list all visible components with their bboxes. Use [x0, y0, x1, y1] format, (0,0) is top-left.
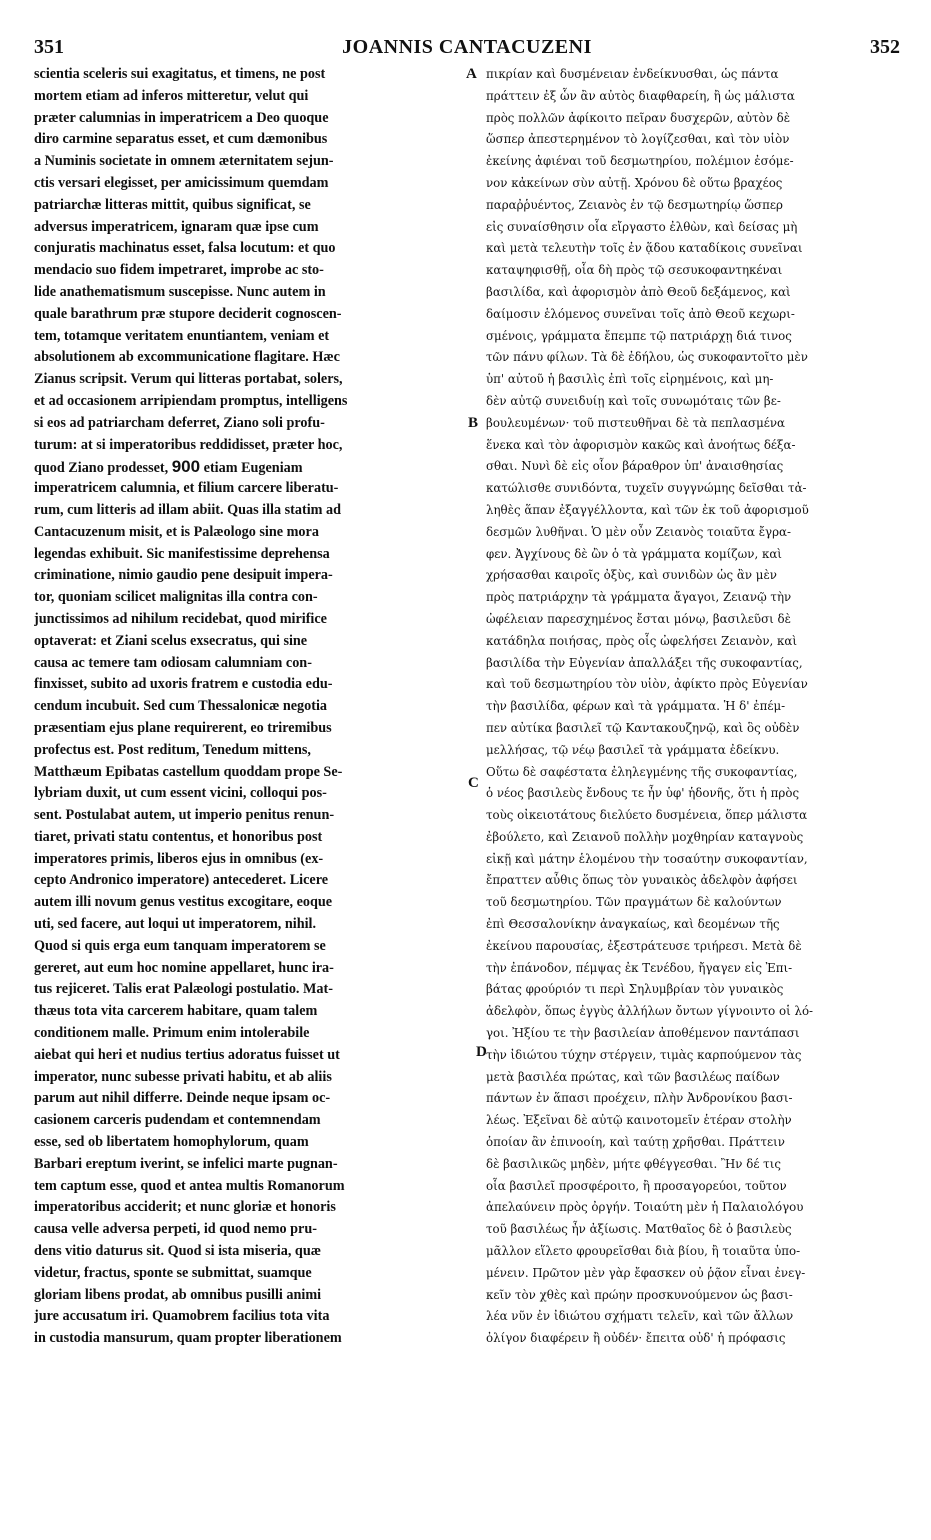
- latin-text-line: imperator, nunc subesse privati habitu, et ab aliis: [34, 1068, 332, 1085]
- latin-text-line: aiebat qui heri et nudius tertius adoratus fuisset ut: [34, 1046, 340, 1063]
- folio-number: 900: [171, 457, 201, 477]
- latin-text-line: causa velle adversa perpeti, id quod nemo pru-: [34, 1221, 317, 1238]
- greek-text-line: ὠφέλειαν παρεσχημένος ἔσται μόνῳ, βασιλεῦσι δὲ: [486, 611, 791, 626]
- latin-text-line: dens vitio daturus sit. Quod si ista miseria, quæ: [34, 1243, 321, 1260]
- greek-text-line: νον κἀκείνων σὺν αὐτῇ. Χρόνου δὲ οὕτω βραχέος: [486, 175, 783, 190]
- latin-text-line: imperatoribus acciderit; et nunc gloriæ et honoris: [34, 1199, 336, 1216]
- latin-text-line: conjuratis machinatus esset, falsa locutum: et quo: [34, 240, 336, 257]
- latin-text-line: parum aut nihil differre. Deinde neque ipsam oc-: [34, 1090, 331, 1107]
- latin-text-line: finxisset, subito ad uxoris fratrem e custodia edu-: [34, 676, 333, 693]
- greek-text-line: ἐκείνου παρουσίας, ἐξεστράτευσε τριήρεσι. Μετὰ δὲ: [486, 938, 802, 953]
- greek-text-line: ὁποίαν ἂν ἐπινοοίη, καὶ ταύτῃ χρῆσθαι. Πράττειν: [486, 1135, 785, 1150]
- greek-text-line: καταψηφισθῇ, οἷα δὴ πρὸς τῷ σεσυκοφαντηκέναι: [486, 263, 783, 278]
- greek-text-line: γοι. Ἠξίου τε τὴν βασιλείαν ἀποθέμενον παντάπασι: [486, 1026, 800, 1041]
- latin-text-line: imperatricem calumnia, et filium carcere liberatu-: [34, 480, 339, 497]
- greek-text-line: οἷα βασιλεῖ προσφέροιτο, ἢ προσαγορεύοι, τοῦτον: [486, 1178, 787, 1193]
- latin-text-line: cendum incubuit. Sed cum Thessalonicæ negotia: [34, 698, 327, 715]
- greek-text-line: ἀδελφὸν, ὅπως ἐγγὺς ἀλλήλων ὄντων γίγνοιντο οἱ λό-: [486, 1004, 814, 1019]
- latin-text-line: tem captum esse, quod et antea multis Romanorum: [34, 1177, 345, 1194]
- latin-text-line: Zianus scripsit. Verum qui litteras portabat, solers,: [34, 371, 343, 388]
- latin-text-line: esse, sed ob libertatem homophylorum, quam: [34, 1134, 309, 1151]
- latin-text-line: casionem carceris pudendam et contemnendam: [34, 1112, 321, 1129]
- greek-text-line: τοῦ βασιλέως ἦν ἀξίωσις. Ματθαῖος δὲ ὁ βασιλεὺς: [486, 1222, 792, 1237]
- latin-text-line: lide anathematismum suscepisse. Nunc autem in: [34, 283, 326, 300]
- greek-text-line: εἰς συναίσθησιν οἷα εἴργαστο ἐλθὼν, καὶ δείσας μὴ: [486, 219, 798, 234]
- greek-text-line: ἀπελαύνειν πρὸς ὀργήν. Τοιαύτη μὲν ἡ Παλαιολόγου: [486, 1200, 804, 1215]
- greek-text-line: τὴν ἐπάνοδον, πέμψας ἐκ Τενέδου, ἤγαγεν εἰς Ἐπι-: [486, 960, 793, 975]
- latin-text-line: rum, cum litteris ad illam abiit. Quas illa statim ad: [34, 501, 341, 518]
- greek-text-line: δὲ βασιλικῶς μηδὲν, μήτε φθέγγεσθαι. Ἢν δέ τις: [486, 1156, 781, 1171]
- greek-text-line: ἐβούλετο, καὶ Ζειανοῦ πολλὴν μοχθηρίαν καταγνοὺς: [486, 829, 804, 844]
- greek-text-line: τὴν βασιλίδα, φέρων καὶ τὰ γράμματα. Ἡ δ' ἐπέμ-: [486, 699, 786, 714]
- greek-text-line: ἕνεκα καὶ τὸν ἀφορισμὸν κακῶς καὶ ἀνοήτως δέξα-: [486, 437, 796, 452]
- greek-text-line: σμένοις, γράμματα ἔπεμπε τῷ πατριάρχῃ διά τινος: [486, 328, 792, 343]
- margin-marker-c: C: [468, 775, 479, 791]
- latin-text-line: gereret, aut eum hoc nomine appellaret, hunc ira-: [34, 959, 334, 976]
- latin-text-line: et ad occasionem arripiendam promptus, intelligens: [34, 392, 348, 409]
- greek-text-line: μελλήσας, τῷ νέῳ βασιλεῖ τὰ γράμματα ἐδείκνυ.: [486, 742, 780, 757]
- latin-text-line: jure accusatum iri. Quamobrem facilius tota vita: [34, 1308, 330, 1325]
- latin-text-line: autem illi novum genus vestitus excogitare, eoque: [34, 894, 333, 911]
- latin-text-line: junctissimos ad nihilum recidebat, quod mirifice: [34, 610, 327, 627]
- greek-text-line: εἰκῇ καὶ μάτην ἑλομένου τὴν τοσαύτην συκοφαντίαν,: [486, 851, 808, 866]
- latin-text-line: uti, sed facere, aut loqui ut imperatorem, nihil.: [34, 916, 317, 933]
- greek-text-line: τοὺς οἰκειοτάτους διελύετο δυσμένεια, ὅπερ μάλιστα: [486, 808, 808, 823]
- latin-text-line: criminatione, nimio gaudio pene desipuit impera-: [34, 567, 333, 584]
- latin-text-line: optaverat: et Ziani scelus exsecratus, qui sine: [34, 632, 308, 649]
- greek-text-line: μένειν. Πρῶτον μὲν γὰρ ἔφασκεν οὐ ῥᾷον εἶναι ἐνεγ-: [486, 1265, 806, 1280]
- latin-text-line: legendas exhibuit. Sic manifestissime deprehensa: [34, 545, 330, 562]
- latin-text-line: tus rejiceret. Talis erat Palæologi postulatio. Mat-: [34, 981, 333, 998]
- latin-text-line: thæus tota vita carcerem habitare, quam talem: [34, 1003, 318, 1020]
- greek-text-line: πρὸς πολλῶν ἀφίκοιτο πεῖραν δυσχερῶν, αὐτὸν δὲ: [486, 110, 791, 125]
- latin-text-line: præter calumnias in imperatricem a Deo quoque: [34, 109, 329, 126]
- greek-text-line: τὴν ἰδιώτου τύχην στέργειν, τιμὰς καρπούμενον τὰς: [486, 1047, 802, 1062]
- greek-text-line: δὲν αὐτῷ συνειδυίῃ καὶ τοῖς συνωμόταις τῶν βε-: [486, 393, 781, 408]
- latin-text-line: [34, 456, 464, 478]
- line-text: quod Ziano prodesset,: [34, 460, 172, 477]
- greek-text-line: λέα νῦν ἐν ἰδιώτου σχήματι τελεῖν, καὶ τῶν ἄλλων: [486, 1309, 794, 1324]
- greek-text-line: ὁ νέος βασιλεὺς ἔνδους τε ἦν ὑφ' ἡδονῆς, ὅτι ἡ πρὸς: [486, 786, 800, 801]
- greek-text-line: τῶν πάνυ φίλων. Τὰ δὲ ἐδήλου, ὡς συκοφαντοῖτο μὲν: [486, 350, 808, 365]
- latin-text-line: a Numinis societate in omnem æternitatem sejun-: [34, 153, 334, 170]
- greek-text-line: πάντων ἐν ἅπασι προέχειν, πλὴν Ἀνδρονίκου βασι-: [486, 1091, 793, 1106]
- greek-text-line: ἐπὶ Θεσσαλονίκην ἀναγκαίως, καὶ δεομένων τῆς: [486, 917, 780, 932]
- latin-text-line: tiaret, privati statu contentus, et honoribus post: [34, 828, 323, 845]
- greek-text-line: ὑπ' αὐτοῦ ἡ βασιλὶς ἐπὶ τοῖς εἰρημένοις, καὶ μη-: [486, 372, 774, 387]
- greek-text-line: βασιλίδα, καὶ ἀφορισμὸν ἀπὸ Θεοῦ δεξάμενος, καὶ: [486, 284, 791, 299]
- latin-text-line: cepto Andronico imperatore) antecederet. Licere: [34, 872, 329, 889]
- latin-text-line: Matthæum Epibatas castellum quoddam prope Se-: [34, 763, 343, 780]
- margin-marker-d: D: [476, 1044, 487, 1060]
- page-number-right: 352: [870, 36, 900, 58]
- line-text: etiam Eugeniam: [200, 460, 303, 477]
- greek-text-line: ἐκείνης ἀφιέναι τοῦ δεσμωτηρίου, πολέμιον ἐσόμε-: [486, 154, 794, 169]
- latin-text-line: quale barathrum præ stupore deciderit cognoscen-: [34, 305, 342, 322]
- latin-text-line: præsentiam ejus plane requirerent, eo triremibus: [34, 719, 332, 736]
- greek-text-line: ὥσπερ ἀπεστερημένον τὸ λογίζεσθαι, καὶ τὸν υἱὸν: [486, 132, 790, 147]
- greek-text-line: μετὰ βασιλέα πρώτας, καὶ τῶν βασιλέως παίδων: [486, 1069, 780, 1084]
- greek-text-line: τοῦ δεσμωτηρίου. Τῶν πραγμάτων δὲ καλούντων: [486, 895, 782, 910]
- latin-text-line: mendacio suo fidem impetraret, improbe ac sto-: [34, 262, 324, 279]
- greek-text-line: πρὸς πατριάρχην τὰ γράμματα ἄγαγοι, Ζειανῷ τὴν: [486, 590, 792, 605]
- greek-text-line: μᾶλλον εἵλετο φρουρεῖσθαι διὰ βίου, ἢ τοιαῦτα ὑπο-: [486, 1244, 801, 1259]
- margin-marker-b: B: [468, 415, 479, 431]
- greek-text-line: καὶ τοῦ δεσμωτηρίου τὸν υἱὸν, ἀφίκτο πρὸς Εὐγενίαν: [486, 677, 808, 692]
- latin-text-line: tem, totamque veritatem enuntiantem, veniam et: [34, 327, 330, 344]
- latin-text-line: tor, quoniam scilicet malignitas illa contra con-: [34, 589, 318, 606]
- greek-text-line: δαίμοσιν ἑλόμενος συνεῖναι τοῖς ἀπὸ Θεοῦ κεχωρι-: [486, 306, 795, 321]
- greek-text-line: χρήσασθαι καιροῖς ὀξὺς, καὶ συνιδὼν ὡς ἂν μὲν: [486, 568, 777, 583]
- latin-text-line: sent. Postulabat autem, ut imperio penitus renun-: [34, 807, 335, 824]
- latin-text-line: Quod si quis erga eum tanquam imperatorem se: [34, 937, 326, 954]
- greek-text-line: πράττειν ἐξ ὧν ἂν αὐτὸς διαφθαρείη, ἢ ὡς μάλιστα: [486, 88, 795, 103]
- running-title: JOANNIS CANTACUZENI: [342, 36, 592, 58]
- greek-text-line: κατώλισθε συνιδόντα, τυχεῖν συγγνώμης δεῖσθαι τἀ-: [486, 481, 807, 496]
- latin-text-line: turum: at si imperatoribus reddidisset, præter hoc,: [34, 436, 343, 453]
- greek-text-line: ληθὲς ἅπαν ἐξαγγέλλοντα, καὶ τῶν ἐκ τοῦ ἀφορισμοῦ: [486, 502, 809, 517]
- greek-text-line: ὀλίγον διαφέρειν ἢ οὐδέν· ἔπειτα οὐδ' ἡ πρόφασις: [486, 1331, 786, 1346]
- latin-text-line: videtur, fractus, sponte se submittat, suamque: [34, 1264, 312, 1281]
- latin-text-line: mortem etiam ad inferos mitteretur, velut qui: [34, 87, 309, 104]
- latin-text-line: Barbari ereptum iverint, se infelici marte pugnan-: [34, 1155, 338, 1172]
- greek-text-line: κεῖν τὸν χθὲς καὶ πρώην προσκυνούμενον ὡς βασι-: [486, 1287, 793, 1302]
- latin-text-line: conditionem malle. Primum enim intolerabile: [34, 1025, 310, 1042]
- latin-text-line: adversus imperatricem, ignaram quæ ipse cum: [34, 218, 319, 235]
- page-number-left: 351: [34, 36, 64, 58]
- latin-text-line: Cantacuzenum misit, et is Palæologo sine mora: [34, 523, 319, 540]
- greek-text-line: πικρίαν καὶ δυσμένειαν ἐνδείκνυσθαι, ὡς πάντα: [486, 67, 779, 81]
- greek-text-line: φεν. Ἀγχίνους δὲ ὢν ὁ τὰ γράμματα κομίζων, καὶ: [486, 546, 782, 561]
- greek-column: [486, 64, 904, 1350]
- greek-text-line: δεσμῶν λυθῆναι. Ὁ μὲν οὖν Ζειανὸς τοιαῦτα ἔγρα-: [486, 524, 791, 539]
- latin-text-line: si eos ad patriarcham deferret, Ziano soli profu-: [34, 414, 325, 431]
- margin-marker-a: A: [466, 66, 477, 82]
- latin-text-line: in custodia mansurum, quam propter liberationem: [34, 1330, 342, 1347]
- greek-text-line: καὶ μετὰ τελευτὴν τοῖς ἐν ᾅδου καταδίκοις συνεῖναι: [486, 241, 803, 256]
- latin-text-line: scientia sceleris sui exagitatus, et timens, ne post: [34, 66, 326, 82]
- greek-text-line: ἔπραττεν αὖθις ὅπως τὸν γυναικὸς ἀδελφὸν ἀφήσει: [486, 873, 798, 888]
- greek-text-line: βασιλίδα τὴν Εὐγενίαν ἀπαλλάξει τῆς συκοφαντίας,: [486, 655, 803, 670]
- latin-text-line: gloriam libens prodat, ab omnibus pusilli animi: [34, 1286, 322, 1303]
- page-header: [34, 36, 900, 60]
- greek-text-line: Οὕτω δὲ σαφέστατα ἐληλεγμένης τῆς συκοφαντίας,: [486, 764, 798, 779]
- latin-text-line: diro carmine separatus esset, et cum dæmonibus: [34, 131, 328, 148]
- latin-text-line: ctis versari elegisset, per amicissimum quemdam: [34, 174, 329, 191]
- latin-column: [34, 64, 464, 1350]
- greek-text-line: παραῤῥυέντος, Ζειανὸς ἐν τῷ δεσμωτηρίῳ ὥσπερ: [486, 197, 783, 212]
- latin-text-line: causa ac temere tam odiosam calumniam con-: [34, 654, 312, 671]
- latin-text-line: absolutionem ab excommunicatione flagitare. Hæc: [34, 349, 340, 366]
- latin-text-line: imperatores primis, liberos ejus in omnibus (ex-: [34, 850, 324, 867]
- latin-text-line: lybriam duxit, ut cum essent vicini, colloqui pos-: [34, 785, 327, 802]
- greek-text-line: βουλευμένων· τοῦ πιστευθῆναι δὲ τὰ πεπλασμένα: [486, 415, 786, 430]
- greek-text-line: κατάδηλα ποιήσας, πρὸς οἷς ὠφελήσει Ζειανὸν, καὶ: [486, 633, 797, 648]
- greek-text-line: βάτας φρούριόν τι περὶ Σηλυμβρίαν τὸν γυναικὸς: [486, 982, 784, 997]
- greek-text-line: σθαι. Νυνὶ δὲ εἰς οἷον βάραθρον ὑπ' ἀναισθησίας: [486, 459, 784, 474]
- greek-text-line: πεν αὐτίκα βασιλεῖ τῷ Καντακουζηνῷ, καὶ ὃς οὐδὲν: [486, 720, 800, 735]
- greek-text-line: λέως. Ἐξεῖναι δὲ αὐτῷ καινοτομεῖν ἑτέραν στολὴν: [486, 1113, 792, 1128]
- latin-text-line: patriarchæ litteras mittit, quibus significat, se: [34, 196, 311, 213]
- latin-text-line: profectus est. Post reditum, Tenedum mittens,: [34, 741, 311, 758]
